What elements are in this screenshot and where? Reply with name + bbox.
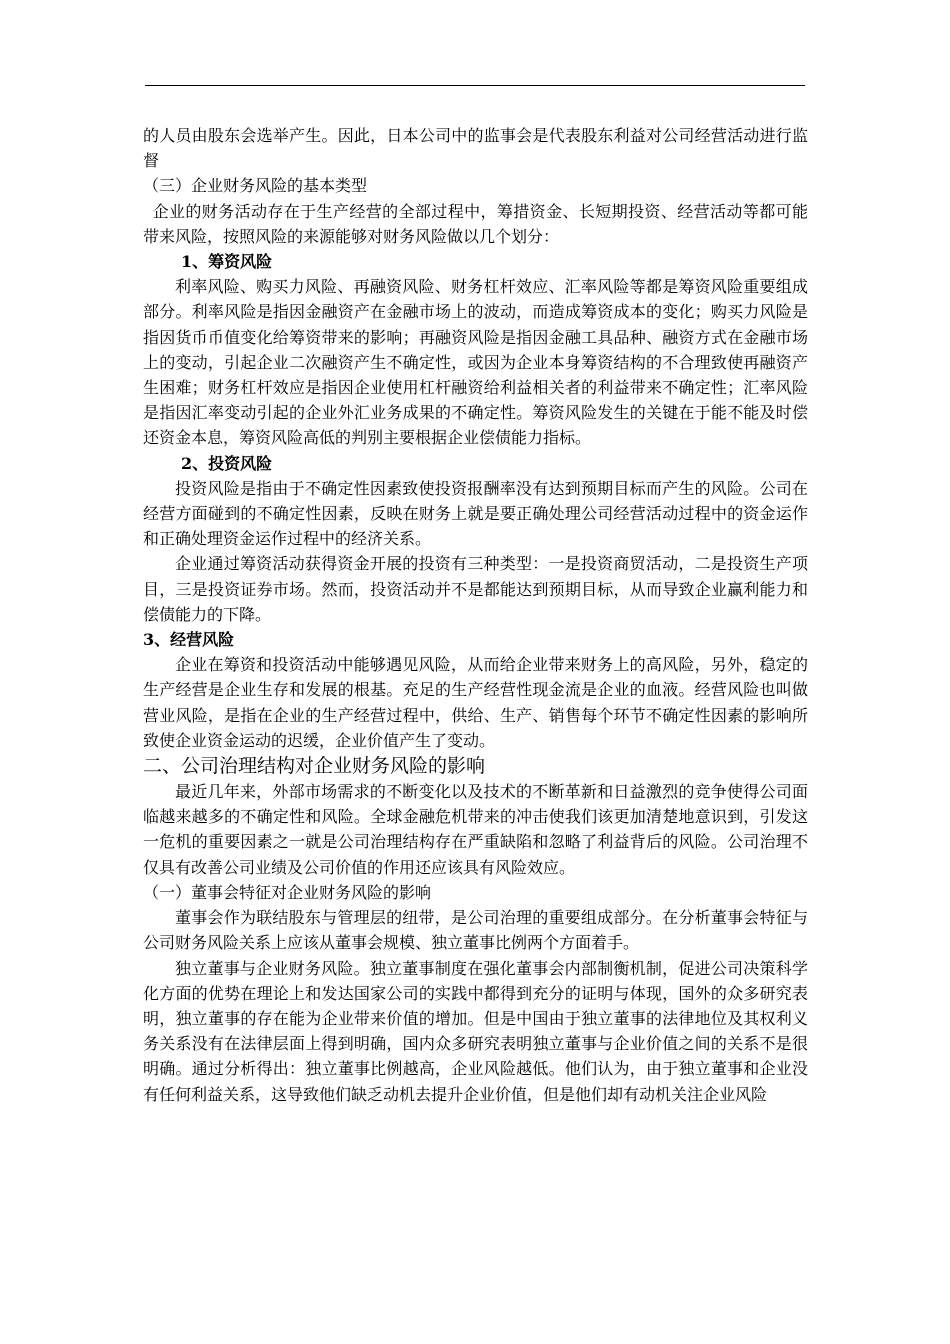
sub1-paragraph-1: 董事会作为联结股东与管理层的纽带，是公司治理的重要组成部分。在分析董事会特征与公司财务风险关系上应该从董事会规模、独立董事比例两个方面着手。 <box>143 908 808 953</box>
document-body <box>143 123 808 1107</box>
header-rule <box>145 85 805 86</box>
item2-paragraph-2: 企业通过筹资活动获得资金开展的投资有三种类型：一是投资商贸活动，二是投资生产项目，三是投资证券市场。然而，投资活动并不是都能达到预期目标，从而导致企业赢利能力和偿债能力的下降。 <box>143 554 808 624</box>
section3-heading: （三）企业财务风险的基本类型 <box>143 176 368 196</box>
item2-paragraph-1: 投资风险是指由于不确定性因素致使投资报酬率没有达到预期目标而产生的风险。公司在经营方面碰到的不确定性因素，反映在财务上就是要正确处理公司经营活动过程中的资金运作和正确处理资金运作过程中的经济关系。 <box>143 478 808 549</box>
item1-heading: 1、筹资风险 <box>181 252 273 272</box>
section3-intro-paragraph: 企业的财务活动存在于生产经营的全部过程中，筹措资金、长短期投资、经营活动等都可能带来风险，按照风险的来源能够对财务风险做以几个划分： <box>143 201 808 246</box>
section-two-heading: 二、公司治理结构对企业财务风险的影响 <box>143 755 486 778</box>
sub1-paragraph-2: 独立董事与企业财务风险。独立董事制度在强化董事会内部制衡机制，促进公司决策科学化方面的优势在理论上和发达国家公司的实践中都得到充分的证明与体现，国外的众多研究表明，独立董事的存在能为企业带来价值的增加。但是中国由于独立董事的法律地位及其权利义务关系没有在法律层面上得到明确，国内众多研究表明独立董事与企业价值之间的关系不是很明确。通过分析得出：独立董事比例越高，企业风险越低。他们认为，由于独立董事和企业没有任何利益关系，这导致他们缺乏动机去提升企业价值，但是他们却有动机关注企业风险 <box>143 958 808 1104</box>
item1-paragraph: 利率风险、购买力风险、再融资风险、财务杠杆效应、汇率风险等都是筹资风险重要组成部分。利率风险是指因金融资产在金融市场上的波动，而造成筹资成本的变化；购买力风险是指因货币币值变化给筹资带来的影响；再融资风险是指因金融工具品种、融资方式在金融市场上的变动，引起企业二次融资产生不确定性，或因为企业本身筹资结构的不合理致使再融资产生困难；财务杠杆效应是指因企业使用杠杆融资给利益相关者的利益带来不确定性；汇率风险是指因汇率变动引起的企业外汇业务成果的不确定性。筹资风险发生的关键在于能不能及时偿还资金本息，筹资风险高低的判别主要根据企业偿债能力指标。 <box>143 277 808 448</box>
item3-paragraph: 企业在筹资和投资活动中能够遇见风险，从而给企业带来财务上的高风险，另外，稳定的生产经营是企业生存和发展的根基。充足的生产经营性现金流是企业的血液。经营风险也叫做营业风险，是指在企业的生产经营过程中，供给、生产、销售每个环节不确定性因素的影响所致使企业资金运动的迟缓，企业价值产生了变动。 <box>143 655 808 750</box>
sub1-heading: （一）董事会特征对企业财务风险的影响 <box>143 882 432 902</box>
section-two-paragraph: 最近几年来，外部市场需求的不断变化以及技术的不断革新和日益激烈的竞争使得公司面临越来越多的不确定性和风险。全球金融危机带来的冲击使我们该更加清楚地意识到，引发这一危机的重要因素之一就是公司治理结构存在严重缺陷和忽略了利益背后的风险。公司治理不仅具有改善公司业绩及公司价值的作用还应该具有风险效应。 <box>143 782 808 877</box>
item3-heading: 3、经营风险 <box>143 630 235 650</box>
item2-heading: 2、投资风险 <box>181 453 273 473</box>
continuation-paragraph: 的人员由股东会选举产生。因此，日本公司中的监事会是代表股东利益对公司经营活动进行监督 <box>143 126 808 171</box>
